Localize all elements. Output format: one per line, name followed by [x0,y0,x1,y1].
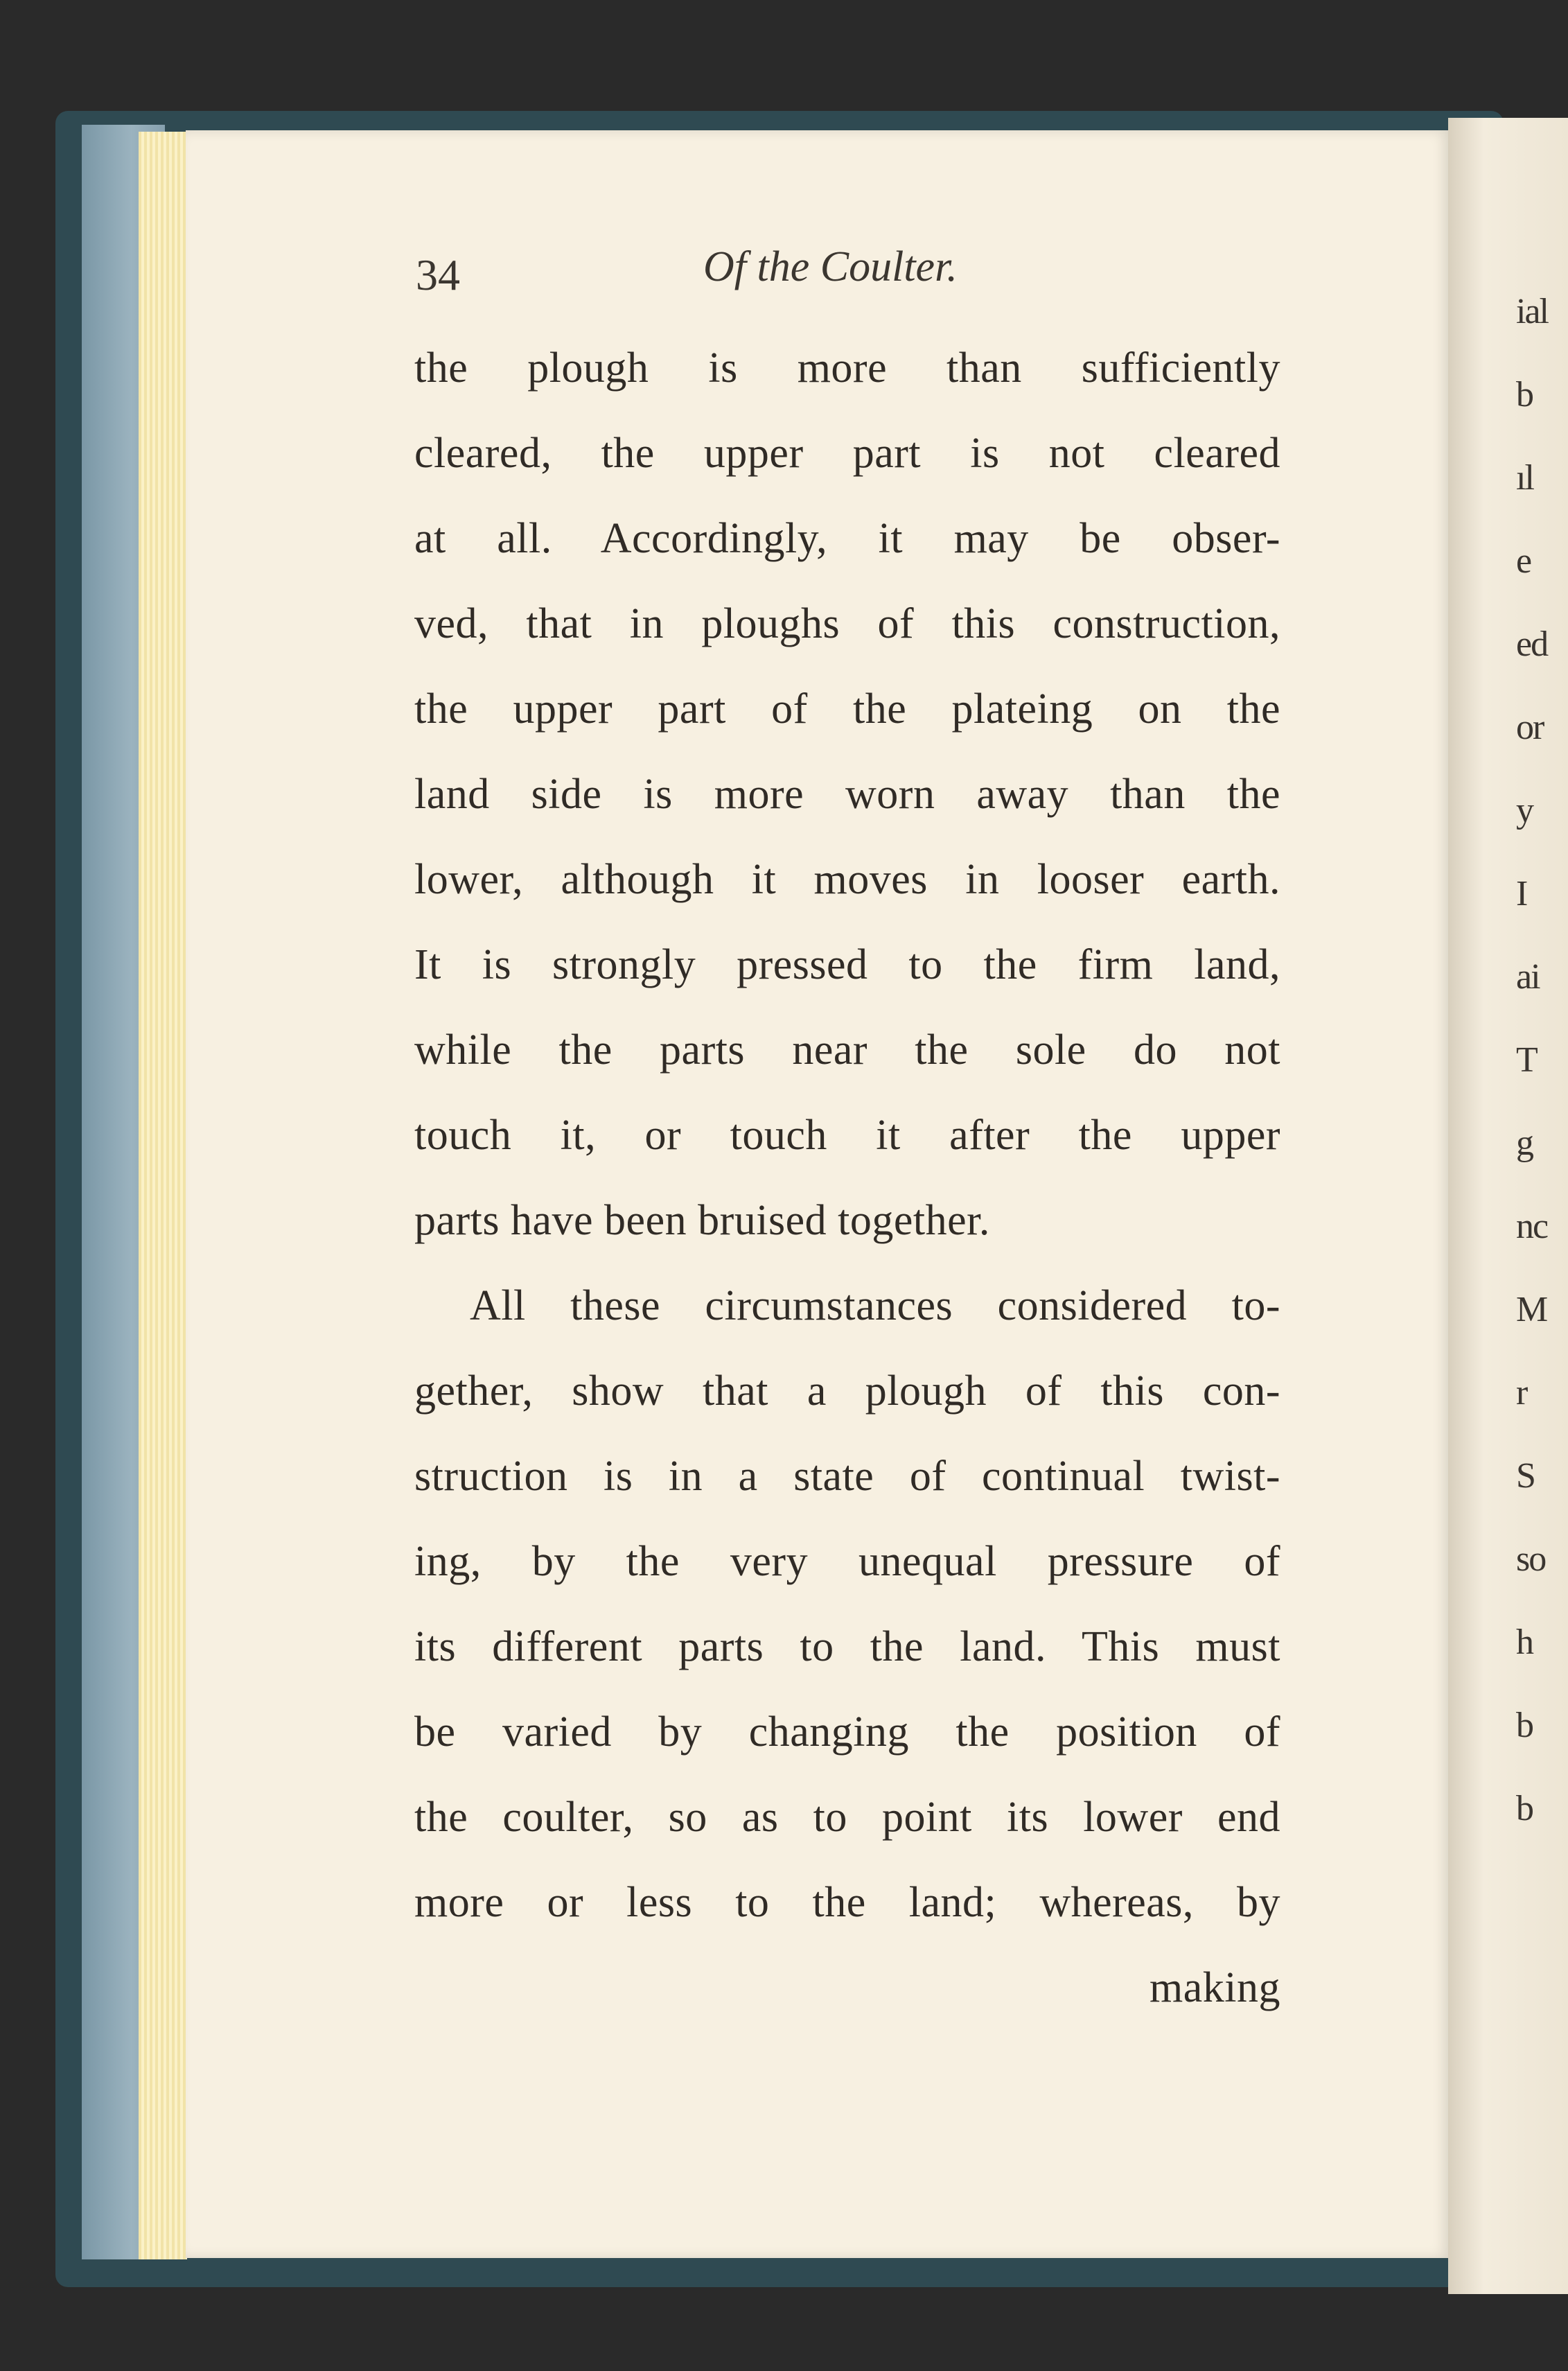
facing-fragment: g [1516,1123,1533,1163]
text-line: parts have been bruised together. [414,1197,990,1244]
facing-fragment: or [1516,708,1544,747]
catchword: making [1149,1964,1280,2011]
facing-fragment: I [1516,874,1527,913]
text-line: gether, show that a plough of this con- [414,1367,1280,1415]
text-line: struction is in a state of continual twist- [414,1453,1280,1500]
facing-fragment: r [1516,1373,1527,1412]
page-edges [139,132,187,2259]
text-line: its different parts to the land. This must [414,1623,1280,1670]
text-line: ved, that in ploughs of this construction, [414,600,1280,647]
text-line: be varied by changing the position of [414,1708,1280,1756]
facing-fragment: ai [1516,957,1540,997]
text-line: touch it, or touch it after the upper [414,1112,1280,1159]
text-line: the coulter, so as to point its lower end [414,1794,1280,1841]
text-line: the upper part of the plateing on the [414,685,1280,733]
text-line: at all. Accordingly, it may be obser- [414,515,1280,562]
facing-fragment: M [1516,1290,1547,1329]
facing-fragment: b [1516,1789,1533,1828]
text-line: All these circumstances considered to- [470,1282,1280,1329]
page-number: 34 [416,250,460,299]
facing-fragment: T [1516,1040,1537,1080]
text-line: cleared, the upper part is not cleared [414,430,1280,477]
facing-fragment: so [1516,1539,1546,1579]
body-text [414,326,1280,2031]
facing-fragment: h [1516,1622,1533,1662]
text-line: more or less to the land; whereas, by [414,1879,1280,1926]
facing-fragment: b [1516,1706,1533,1745]
text-line: It is strongly pressed to the firm land, [414,941,1280,988]
running-head: Of the Coulter. [703,243,958,290]
text-line: the plough is more than sufficiently [414,344,1280,392]
text-line: lower, although it moves in looser earth. [414,856,1280,903]
text-line: while the parts near the sole do not [414,1026,1280,1074]
facing-fragment: ial [1516,292,1548,331]
facing-fragment: S [1516,1456,1535,1496]
facing-fragment: nc [1516,1207,1548,1246]
text-line: ing, by the very unequal pressure of [414,1538,1280,1585]
facing-fragment: e [1516,541,1531,581]
text-line: land side is more worn away than the [414,771,1280,818]
facing-fragment: ed [1516,624,1548,664]
facing-fragment: ıl [1516,458,1533,498]
facing-page-edge [1448,118,1568,2294]
facing-fragment: b [1516,375,1533,414]
facing-fragment: y [1516,791,1533,830]
